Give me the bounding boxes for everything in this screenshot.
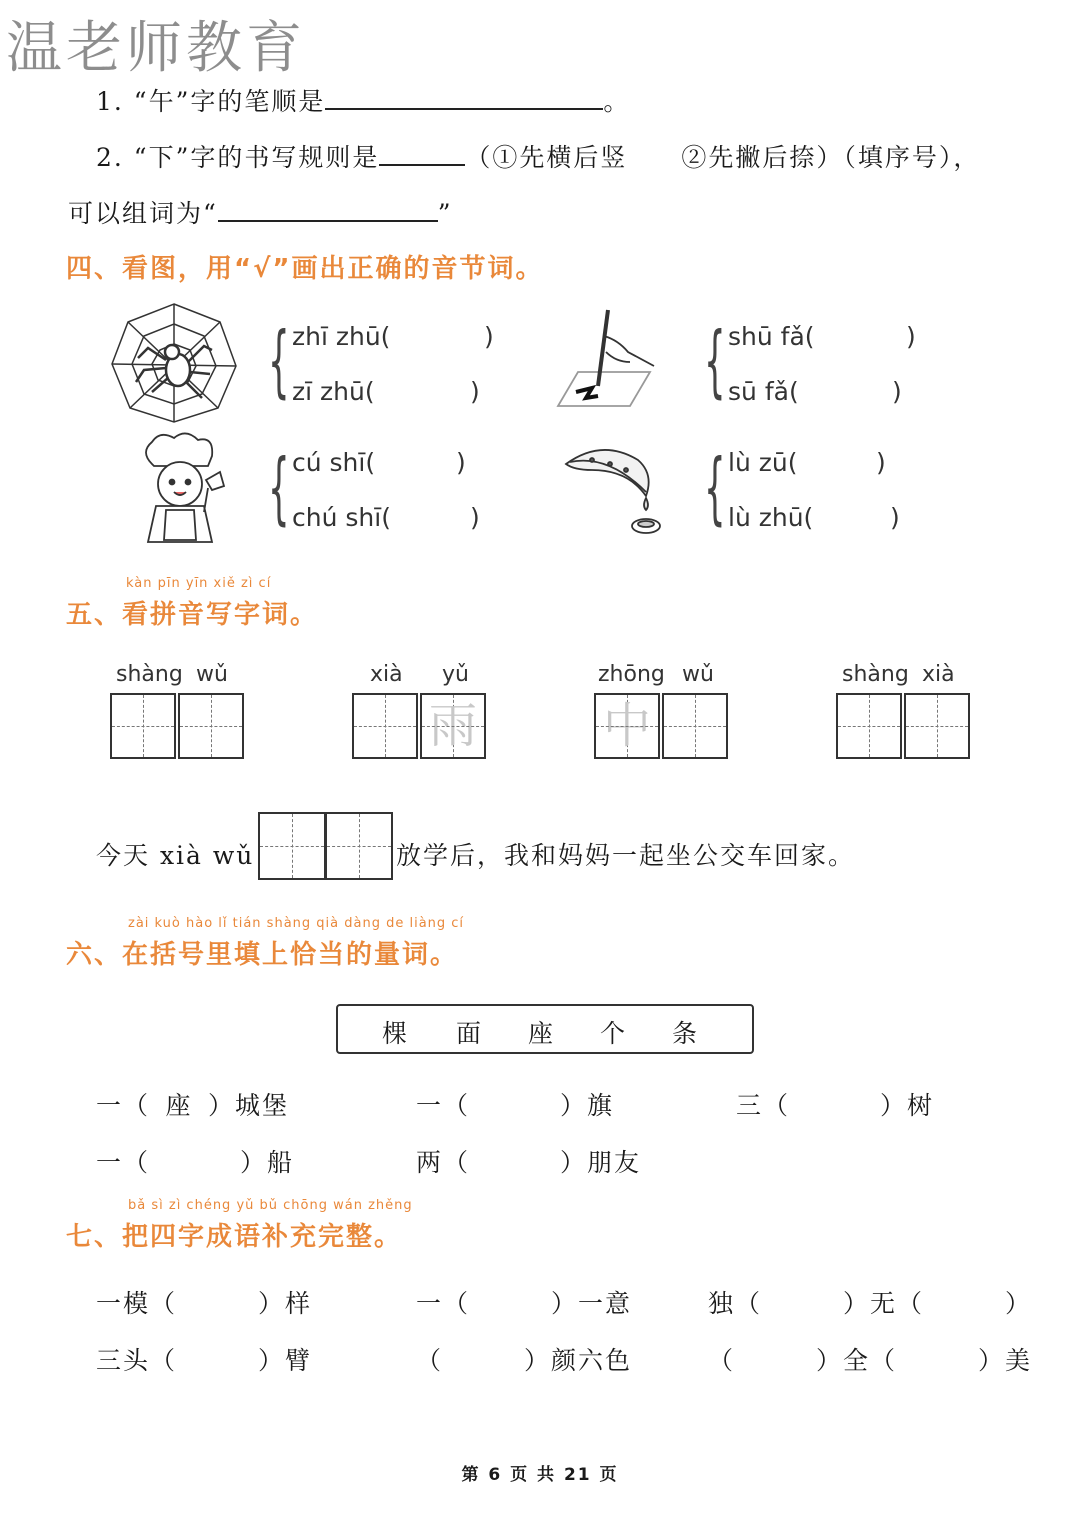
question-2-line2 xyxy=(68,194,453,230)
q2-text: 2. “下”字的书写规则是 xyxy=(96,143,380,172)
s4-item2-opt1: shū fǎ( xyxy=(728,322,815,351)
measure-word: 条 xyxy=(672,1019,698,1048)
s5-g2-py1: xià xyxy=(370,662,403,687)
watermark: 温老师教育 xyxy=(6,16,306,81)
s6-item-pre: 一（ xyxy=(416,1091,471,1120)
writing-cell[interactable] xyxy=(594,693,660,759)
writing-cell[interactable] xyxy=(178,693,244,759)
q2-blank-word[interactable] xyxy=(218,198,438,222)
idiom-item[interactable]: 一模（ ）样 xyxy=(96,1289,313,1318)
q2-blank-order[interactable] xyxy=(379,142,465,166)
measure-word-box xyxy=(336,1004,754,1054)
s6-item-pre: 三（ xyxy=(736,1091,791,1120)
s4-item2-close1[interactable]: ) xyxy=(906,322,916,351)
s4-item4-close1[interactable]: ) xyxy=(876,448,886,477)
brace-3: { xyxy=(268,443,290,535)
s4-item3-close1[interactable]: ) xyxy=(456,448,466,477)
s5-g2-py2: yǔ xyxy=(442,662,469,687)
s4-item1-opt2: zī zhū( xyxy=(292,377,375,406)
brush-writing-icon xyxy=(556,306,660,410)
s5-sentence-pre: 今天 xià wǔ xyxy=(96,841,255,870)
s6-item-fill[interactable]: 座 xyxy=(165,1091,193,1120)
ghost-char: 雨 xyxy=(428,698,477,754)
s5-g1-py1: shàng xyxy=(116,662,183,687)
writing-cell[interactable] xyxy=(836,693,902,759)
section-7-title: 七、把四字成语补充完整。 xyxy=(66,1222,403,1252)
s5-g4-py2: xià xyxy=(922,662,955,687)
idiom-item[interactable]: 三头（ ）臂 xyxy=(96,1346,313,1375)
q1-end: 。 xyxy=(603,87,631,116)
idiom-item[interactable]: 独（ ）无（ ） xyxy=(708,1289,1033,1318)
writing-cell[interactable] xyxy=(904,693,970,759)
s5-g3-py2: wǔ xyxy=(682,662,714,687)
s6-item xyxy=(416,1143,641,1179)
dew-leaf-icon xyxy=(562,440,666,542)
measure-word: 座 xyxy=(528,1019,554,1048)
s5-g1-py2: wǔ xyxy=(196,662,228,687)
s6-item-pre: 两（ xyxy=(416,1148,471,1177)
section-5-title: 五、看拼音写字词。 xyxy=(66,600,319,630)
s4-item3-opt1: cú shī( xyxy=(292,448,376,477)
idiom-item[interactable]: （ ）全（ ）美 xyxy=(708,1346,1033,1375)
s4-item1-opt1: zhī zhū( xyxy=(292,322,391,351)
q1-text: 1. “午”字的笔顺是 xyxy=(96,87,326,116)
s6-item xyxy=(736,1086,934,1122)
s6-item-post: ）城堡 xyxy=(208,1091,290,1120)
ghost-char: 中 xyxy=(602,698,651,754)
idiom-item[interactable]: （ ）颜六色 xyxy=(416,1346,633,1375)
s6-item xyxy=(416,1086,614,1122)
s4-item1-close2[interactable]: ) xyxy=(470,377,480,406)
s4-item2-opt2: sū fǎ( xyxy=(728,377,799,406)
s6-item-pre: 一（ xyxy=(96,1091,151,1120)
question-1 xyxy=(96,82,630,118)
s4-item2-close2[interactable]: ) xyxy=(892,377,902,406)
section-7-pinyin: bǎ sì zì chéng yǔ bǔ chōng wán zhěng xyxy=(128,1198,413,1213)
measure-word: 个 xyxy=(600,1019,626,1048)
writing-cell[interactable] xyxy=(352,693,418,759)
q1-blank[interactable] xyxy=(325,86,603,110)
measure-word: 面 xyxy=(456,1019,482,1048)
s6-item-post: ）树 xyxy=(880,1091,935,1120)
s6-item xyxy=(96,1143,294,1179)
section-5-pinyin: kàn pīn yīn xiě zì cí xyxy=(126,576,272,591)
section-6-title: 六、在括号里填上恰当的量词。 xyxy=(66,940,459,970)
s6-item xyxy=(96,1086,289,1122)
idiom-item[interactable]: 一（ ）一意 xyxy=(416,1289,633,1318)
brace-1: { xyxy=(268,316,290,408)
brace-2: { xyxy=(704,316,726,408)
chef-icon xyxy=(134,430,226,546)
s4-item4-close2[interactable]: ) xyxy=(890,503,900,532)
s6-item-post: ）旗 xyxy=(560,1091,615,1120)
writing-cell[interactable] xyxy=(325,812,393,880)
spider-icon xyxy=(108,300,240,426)
s4-item4-opt1: lù zū( xyxy=(728,448,798,477)
q2-line2-suffix: ” xyxy=(437,199,453,228)
s4-item3-opt2: chú shī( xyxy=(292,503,391,532)
s6-item-post: ）船 xyxy=(240,1148,295,1177)
writing-cell[interactable] xyxy=(110,693,176,759)
s6-item-post: ）朋友 xyxy=(560,1148,642,1177)
s5-g3-py1: zhōng xyxy=(598,662,665,687)
section-6-pinyin: zài kuò hào lǐ tián shàng qià dàng de liàng cí xyxy=(128,916,465,931)
measure-word: 棵 xyxy=(382,1019,408,1048)
s4-item1-close1[interactable]: ) xyxy=(484,322,494,351)
q2-options: （①先横后竖 ②先撇后捺）（填序号）， xyxy=(465,143,981,172)
s6-item-pre: 一（ xyxy=(96,1148,151,1177)
writing-cell[interactable] xyxy=(662,693,728,759)
q2-line2-prefix: 可以组词为“ xyxy=(68,199,218,228)
question-2 xyxy=(96,138,980,174)
writing-cell[interactable] xyxy=(420,693,486,759)
writing-cell[interactable] xyxy=(258,812,326,880)
section-4-title: 四、看图，用“√”画出正确的音节词。 xyxy=(66,254,544,284)
brace-4: { xyxy=(704,443,726,535)
s5-g4-py1: shàng xyxy=(842,662,909,687)
s4-item3-close2[interactable]: ) xyxy=(470,503,480,532)
page-footer: 第 6 页 共 21 页 xyxy=(461,1465,619,1485)
s5-sentence-post: 放学后，我和妈妈一起坐公交车回家。 xyxy=(396,841,856,870)
s4-item4-opt2: lù zhū( xyxy=(728,503,814,532)
